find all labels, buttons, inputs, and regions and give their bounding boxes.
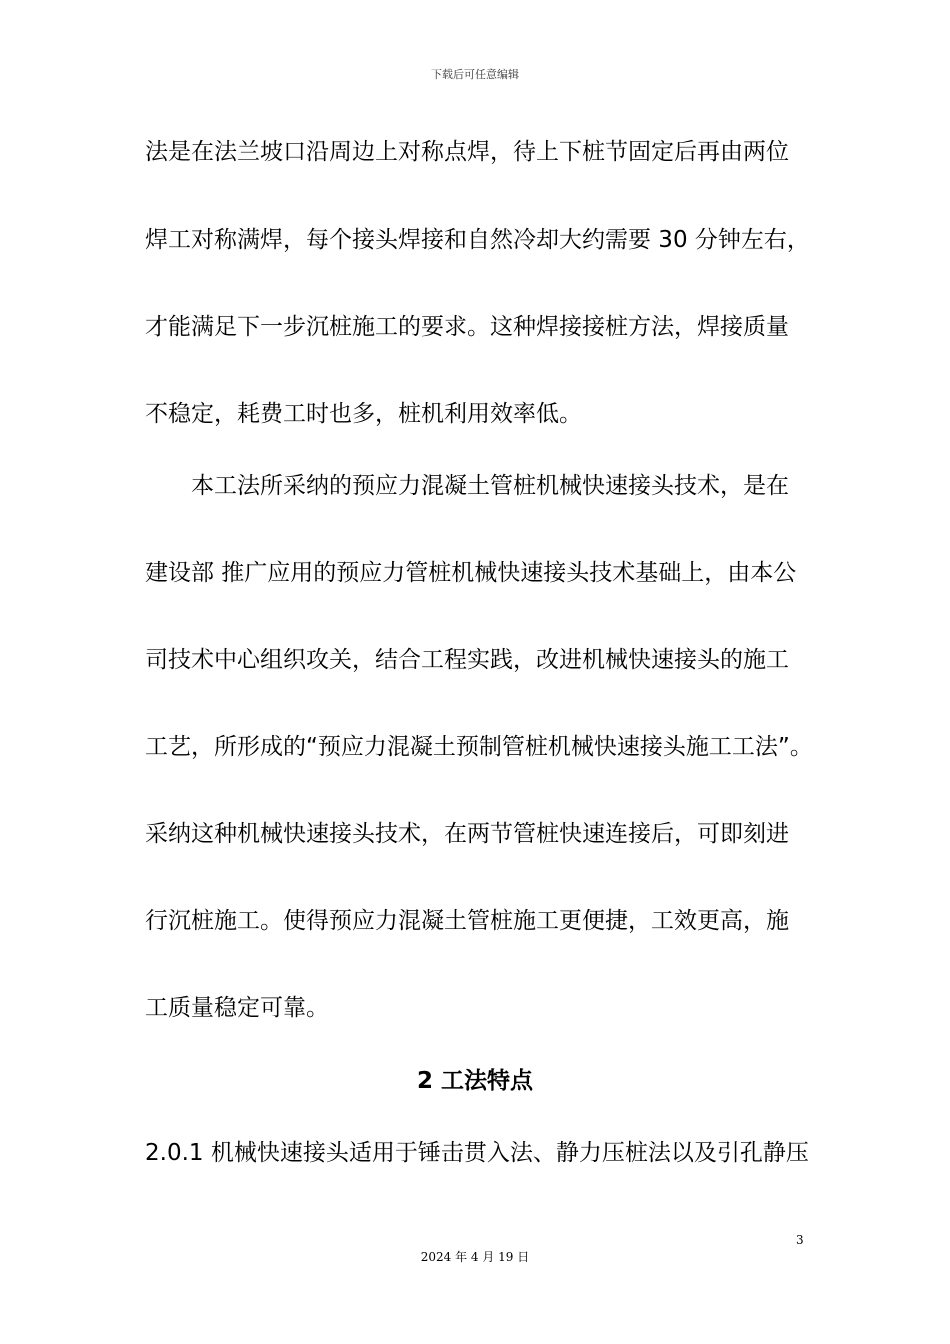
body-line: 采纳这种机械快速接头技术，在两节管桩快速连接后，可即刻进 [145, 821, 789, 847]
footer-date: 2024 年 4 月 19 日 [420, 1250, 530, 1264]
body-line: 行沉桩施工。使得预应力混凝土管桩施工更便捷，工效更高，施 [145, 908, 789, 934]
body-line: 工质量稳定可靠。 [145, 995, 329, 1021]
body-line: 司技术中心组织攻关，结合工程实践，改进机械快速接头的施工 [145, 647, 789, 673]
body-line: 才能满足下一步沉桩施工的要求。这种焊接接桩方法，焊接质量 [145, 314, 789, 340]
header-note: 下载后可任意编辑 [431, 68, 519, 81]
section-heading: 2 工法特点 [416, 1068, 533, 1094]
body-line: 工艺，所形成的“预应力混凝土预制管桩机械快速接头施工工法”。 [145, 734, 813, 760]
body-line: 不稳定，耗费工时也多，桩机利用效率低。 [145, 401, 582, 427]
body-line: 本工法所采纳的预应力混凝土管桩机械快速接头技术，是在 [145, 473, 789, 499]
body-line: 法是在法兰坡口沿周边上对称点焊，待上下桩节固定后再由两位 [145, 139, 789, 165]
body-line: 建设部 推广应用的预应力管桩机械快速接头技术基础上，由本公 [145, 560, 797, 586]
page-number: 3 [796, 1233, 804, 1247]
body-line: 焊工对称满焊，每个接头焊接和自然冷却大约需要 30 分钟左右， [145, 227, 810, 253]
section-body-line: 2.0.1 机械快速接头适用于锤击贯入法、静力压桩法以及引孔静压 [145, 1140, 809, 1166]
